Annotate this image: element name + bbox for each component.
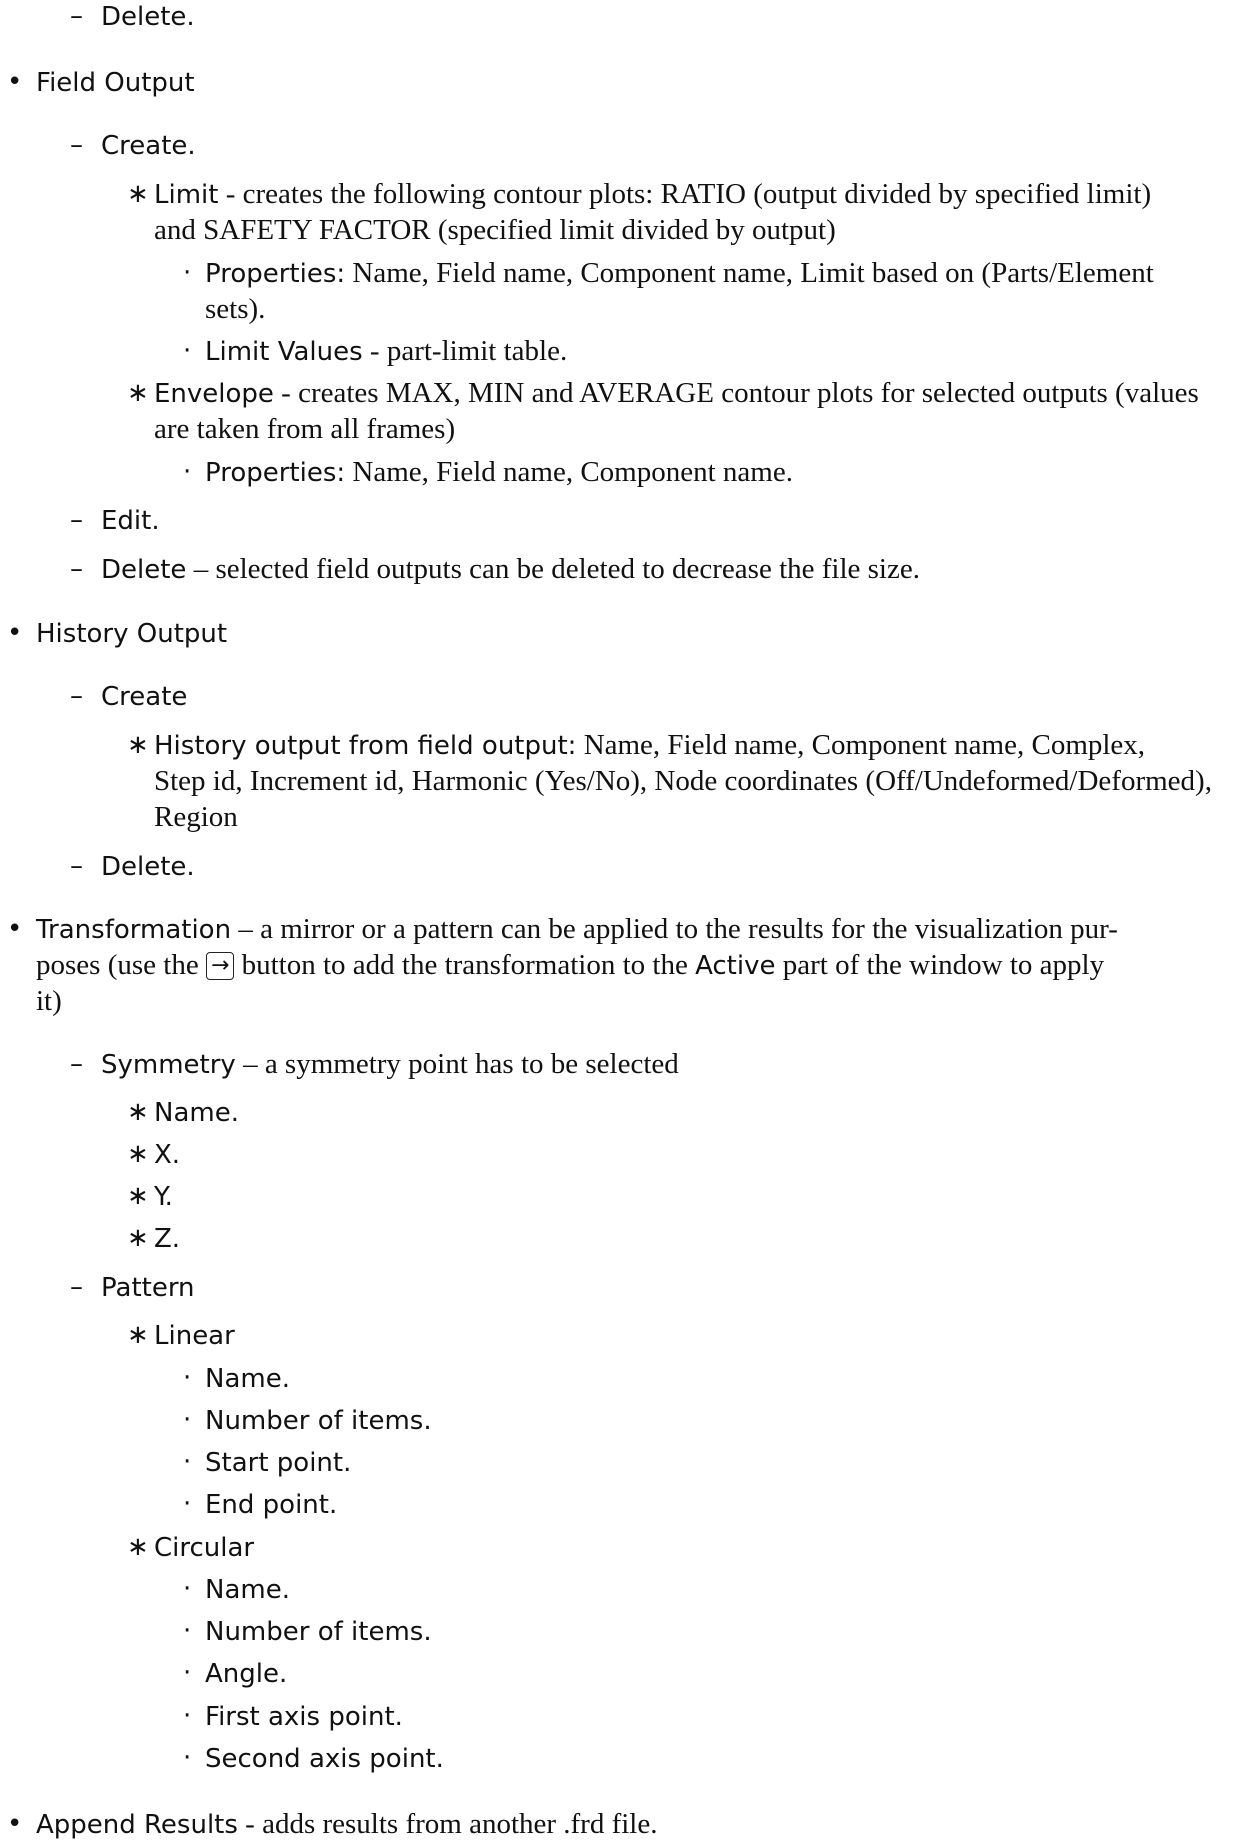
- dot-marker: ·: [183, 457, 192, 487]
- dash-marker: –: [70, 505, 83, 535]
- list-item: End point.: [205, 1490, 338, 1520]
- dot-marker: ·: [183, 1701, 192, 1731]
- dot-marker: ·: [183, 336, 192, 366]
- bullet-marker: •: [7, 1809, 23, 1839]
- star-marker: ∗: [127, 1097, 149, 1127]
- list-item: Number of items.: [205, 1406, 432, 1436]
- star-marker: ∗: [127, 1532, 149, 1562]
- bullet-marker: •: [7, 67, 23, 97]
- bullet-marker: •: [7, 618, 23, 648]
- list-item: Delete – selected field outputs can be deleted to decrease the file size.: [101, 553, 920, 585]
- star-marker: ∗: [127, 179, 149, 209]
- list-item: Pattern: [101, 1273, 195, 1303]
- dot-marker: ·: [183, 1447, 192, 1477]
- list-item-continuation: and SAFETY FACTOR (specified limit divided by output): [154, 214, 836, 246]
- list-item: Delete.: [101, 2, 195, 32]
- list-item: Properties: Name, Field name, Component name, Limit based on (Parts/Element: [205, 257, 1154, 289]
- star-marker: ∗: [127, 730, 149, 760]
- list-item: Name.: [205, 1575, 290, 1605]
- list-item: History output from field output: Name, Field name, Component name, Complex,: [154, 729, 1146, 761]
- dot-marker: ·: [183, 1616, 192, 1646]
- dash-marker: –: [70, 681, 83, 711]
- star-marker: ∗: [127, 378, 149, 408]
- list-item: Limit - creates the following contour plots: RATIO (output divided by specified limit): [154, 178, 1152, 210]
- list-item-continuation: it): [36, 985, 62, 1017]
- list-item: Symmetry – a symmetry point has to be selected: [101, 1048, 679, 1080]
- list-item: Delete.: [101, 852, 195, 882]
- list-item: Angle.: [205, 1659, 288, 1689]
- dot-marker: ·: [183, 1658, 192, 1688]
- list-item-continuation: poses (use the → button to add the transformation to the Active part of the window to apply: [36, 949, 1105, 981]
- star-marker: ∗: [127, 1181, 149, 1211]
- arrow-right-key-icon: →: [206, 952, 234, 980]
- dot-marker: ·: [183, 1363, 192, 1393]
- section-heading-transformation: Transformation – a mirror or a pattern can be applied to the results for the visualization pur-: [36, 913, 1118, 945]
- section-heading-history-output: History Output: [36, 619, 228, 649]
- list-item: Create.: [101, 131, 196, 161]
- list-item: Number of items.: [205, 1617, 432, 1647]
- list-item: Y.: [154, 1182, 173, 1212]
- list-item: Name.: [205, 1364, 290, 1394]
- list-item: Circular: [154, 1533, 255, 1563]
- dash-marker: –: [70, 130, 83, 160]
- list-item-continuation: Step id, Increment id, Harmonic (Yes/No), Node coordinates (Off/Undeformed/Deformed),: [154, 765, 1212, 797]
- star-marker: ∗: [127, 1320, 149, 1350]
- list-item-continuation: Region: [154, 801, 238, 833]
- list-item: Envelope - creates MAX, MIN and AVERAGE contour plots for selected outputs (values: [154, 377, 1199, 409]
- list-item: Create: [101, 682, 188, 712]
- list-item: Limit Values - part-limit table.: [205, 335, 568, 367]
- list-item: Start point.: [205, 1448, 352, 1478]
- list-item-continuation: are taken from all frames): [154, 413, 456, 445]
- dash-marker: –: [70, 1, 83, 31]
- list-item: X.: [154, 1140, 181, 1170]
- list-item: Properties: Name, Field name, Component name.: [205, 456, 793, 488]
- dash-marker: –: [70, 1272, 83, 1302]
- list-item: Z.: [154, 1224, 181, 1254]
- list-item: Edit.: [101, 506, 160, 536]
- dot-marker: ·: [183, 1574, 192, 1604]
- bullet-marker: •: [7, 914, 23, 944]
- section-heading-append-results: Append Results - adds results from another .frd file.: [36, 1808, 658, 1840]
- list-item: Linear: [154, 1321, 235, 1351]
- list-item-continuation: sets).: [205, 293, 266, 325]
- list-item: Name.: [154, 1098, 239, 1128]
- section-heading-field-output: Field Output: [36, 68, 195, 98]
- star-marker: ∗: [127, 1223, 149, 1253]
- star-marker: ∗: [127, 1139, 149, 1169]
- dot-marker: ·: [183, 1743, 192, 1773]
- dash-marker: –: [70, 1049, 83, 1079]
- dash-marker: –: [70, 851, 83, 881]
- dot-marker: ·: [183, 258, 192, 288]
- list-item: First axis point.: [205, 1702, 403, 1732]
- dot-marker: ·: [183, 1405, 192, 1435]
- list-item: Second axis point.: [205, 1744, 444, 1774]
- dot-marker: ·: [183, 1489, 192, 1519]
- dash-marker: –: [70, 554, 83, 584]
